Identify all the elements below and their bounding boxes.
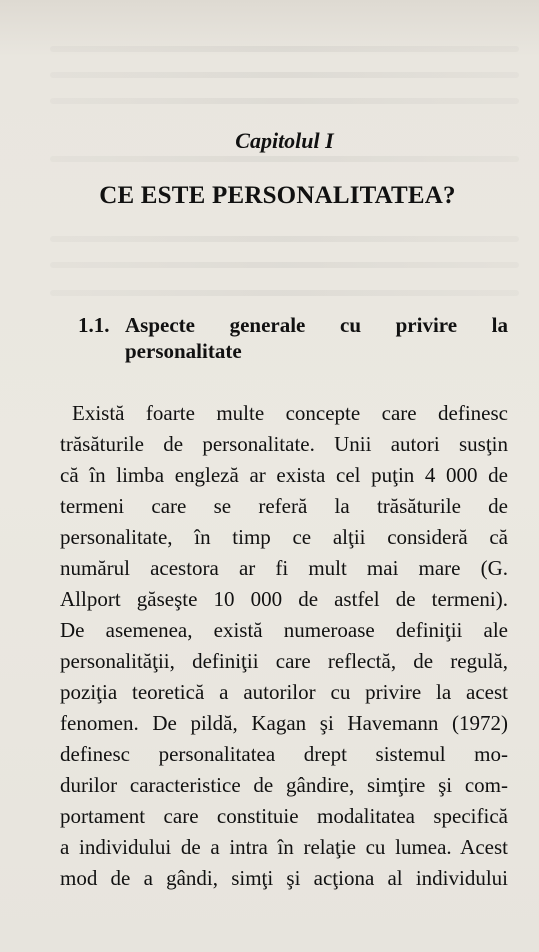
chapter-heading: Capitolul I (235, 128, 334, 153)
chapter-title: CE ESTE PERSONALITATEA? (99, 182, 456, 209)
bleed-through-line (50, 156, 519, 162)
section-title-line: personalitate (125, 339, 242, 363)
bleed-through-line (50, 72, 519, 78)
text-line: numărul acestora ar fi mult mai mare (G. (60, 556, 508, 580)
text-line: mod de a gândi, simţi şi acţiona al individului (60, 866, 508, 890)
text-line: De asemenea, există numeroase definiţii ale (60, 618, 508, 642)
text-line: Există foarte multe concepte care definesc (72, 401, 508, 425)
section-title (125, 312, 508, 364)
text-line: definesc personalitatea drept sistemul mo- (60, 742, 508, 766)
text-line: a individului de a intra în relaţie cu lumea. Acest (60, 835, 508, 859)
section-heading (78, 312, 508, 364)
text-line: portament care constituie modalitatea specifică (60, 804, 508, 828)
text-line: Allport găseşte 10 000 de astfel de termeni). (60, 587, 508, 611)
bleed-through-line (50, 236, 519, 242)
text-line: poziţia teoretică a autorilor cu privire la acest (60, 680, 508, 704)
body-paragraph (60, 398, 508, 894)
text-line: că în limba engleză ar exista cel puţin 4 000 de (60, 463, 508, 487)
bleed-through-line (50, 290, 519, 296)
bleed-through-line (50, 46, 519, 52)
bleed-through-line (50, 98, 519, 104)
bleed-through-line (50, 262, 519, 268)
text-line: personalităţii, definiţii care reflectă, de regulă, (60, 649, 508, 673)
section-title-line: Aspecte generale cu privire la (125, 313, 508, 337)
section-number: 1.1. (78, 313, 110, 337)
text-line: fenomen. De pildă, Kagan şi Havemann (1972) (60, 711, 508, 735)
text-line: trăsăturile de personalitate. Unii autori susţin (60, 432, 508, 456)
text-line: termeni care se referă la trăsăturile de (60, 494, 508, 518)
text-line: durilor caracteristice de gândire, simţire şi com- (60, 773, 508, 797)
text-line: personalitate, în timp ce alţii consideră că (60, 525, 508, 549)
